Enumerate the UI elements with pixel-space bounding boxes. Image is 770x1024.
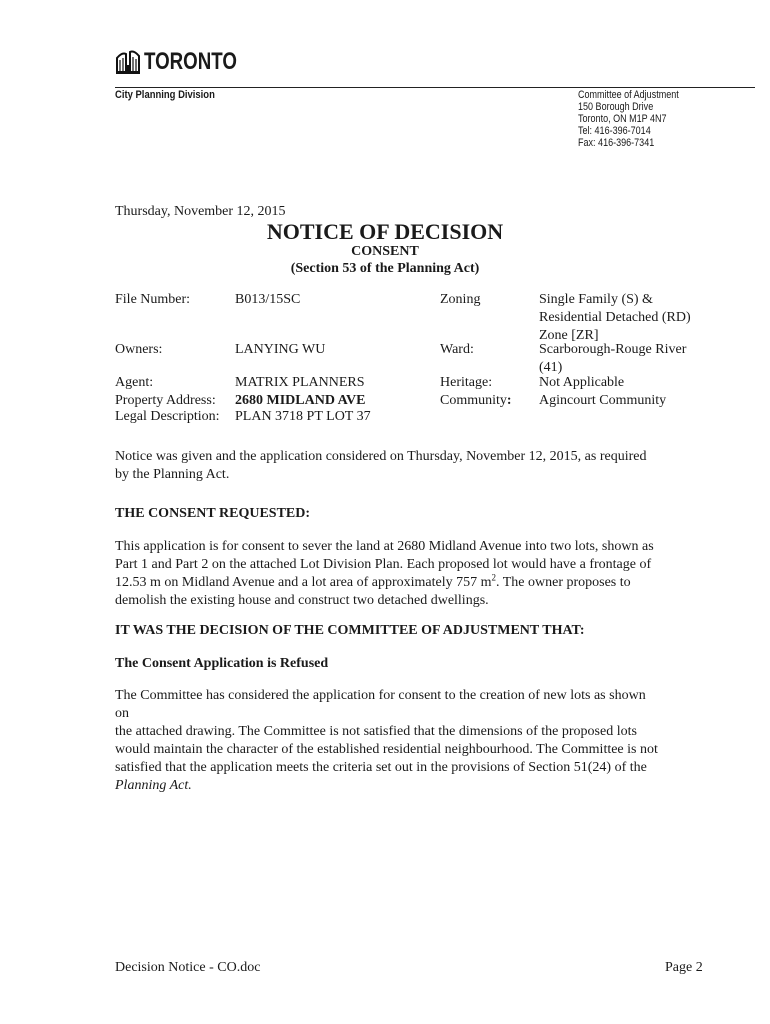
file-number-value: B013/15SC [235,292,301,307]
act-section: (Section 53 of the Planning Act) [290,261,480,276]
agent-value: MATRIX PLANNERS [235,375,365,390]
agent-label: Agent: [115,375,154,390]
consent-line: This application is for consent to sever the land at 2680 Midland Avenue into two lots, shown as [115,539,654,554]
zoning-value [539,291,739,345]
community-label [440,392,512,410]
property-address-value: 2680 MIDLAND AVE [235,393,366,408]
heritage-label: Heritage: [440,375,493,390]
decision-line: would maintain the character of the established residential neighbourhood. The Committee is not [115,742,658,757]
decision-line: the attached drawing. The Committee is not satisfied that the dimensions of the proposed lots [115,724,637,739]
office-line: 150 Borough Drive [578,101,654,113]
zoning-line: Single Family (S) & [539,292,653,307]
decision-date: Thursday, November 12, 2015 [115,204,286,219]
notice-line: Notice was given and the application considered on Thursday, November 12, 2015, as required [115,449,647,464]
legal-description-value: PLAN 3718 PT LOT 37 [235,409,371,424]
decision-line: satisfied that the application meets the criteria set out in the provisions of Section 51(24) of the [115,760,647,775]
consent-heading: THE CONSENT REQUESTED: [115,506,311,521]
office-line: Toronto, ON M1P 4N7 [578,113,667,125]
toronto-logo [115,50,263,74]
consent-line [115,574,660,592]
header-divider [115,87,755,88]
property-address-label: Property Address: [115,393,216,408]
office-address [578,89,679,149]
consent-line: Part 1 and Part 2 on the attached Lot Division Plan. Each proposed lot would have a frontage of [115,557,652,572]
decision-paragraph [115,687,660,795]
heritage-value: Not Applicable [539,375,625,390]
city-hall-icon [115,50,141,74]
division-name: City Planning Division [115,89,215,101]
zoning-line: Zone [ZR] [539,328,599,343]
decision-heading: IT WAS THE DECISION OF THE COMMITTEE OF ADJUSTMENT THAT: [115,623,585,638]
ward-value [539,341,739,377]
consent-paragraph [115,538,660,610]
file-number-label: File Number: [115,292,191,307]
zoning-label: Zoning [440,292,481,307]
page-subtitle: CONSENT [351,244,419,259]
office-line: Fax: 416-396-7341 [578,137,655,149]
page-number: Page 2 [665,960,703,975]
office-line: Committee of Adjustment [578,89,679,101]
community-label-colon: : [506,393,512,408]
consent-line: demolish the existing house and construct two detached dwellings. [115,593,489,608]
decision-line: Planning Act. [115,778,192,793]
notice-line: by the Planning Act. [115,467,230,482]
zoning-line: Residential Detached (RD) [539,310,691,325]
community-label-text: Community [440,393,507,408]
logo-wordmark: TORONTO [144,48,237,75]
ward-line: Scarborough-Rouge River [539,342,687,357]
legal-description-label: Legal Description: [115,409,220,424]
consent-line-text: 12.53 m on Midland Avenue and a lot area of approximately 757 m [115,575,492,590]
footer-filename: Decision Notice - CO.doc [115,960,261,975]
consent-line-text: . The owner proposes to [495,575,631,590]
notice-paragraph [115,448,660,484]
owners-value: LANYING WU [235,342,326,357]
superscript: 2 [491,572,496,583]
office-line: Tel: 416-396-7014 [578,125,651,137]
ward-label: Ward: [440,342,474,357]
community-value: Agincourt Community [539,393,667,408]
owners-label: Owners: [115,342,163,357]
decision-line: The Committee has considered the application for consent to the creation of new lots as shown on [115,688,646,721]
page-title: NOTICE OF DECISION [266,219,504,244]
refused-heading: The Consent Application is Refused [115,656,329,671]
ward-line: (41) [539,360,563,375]
